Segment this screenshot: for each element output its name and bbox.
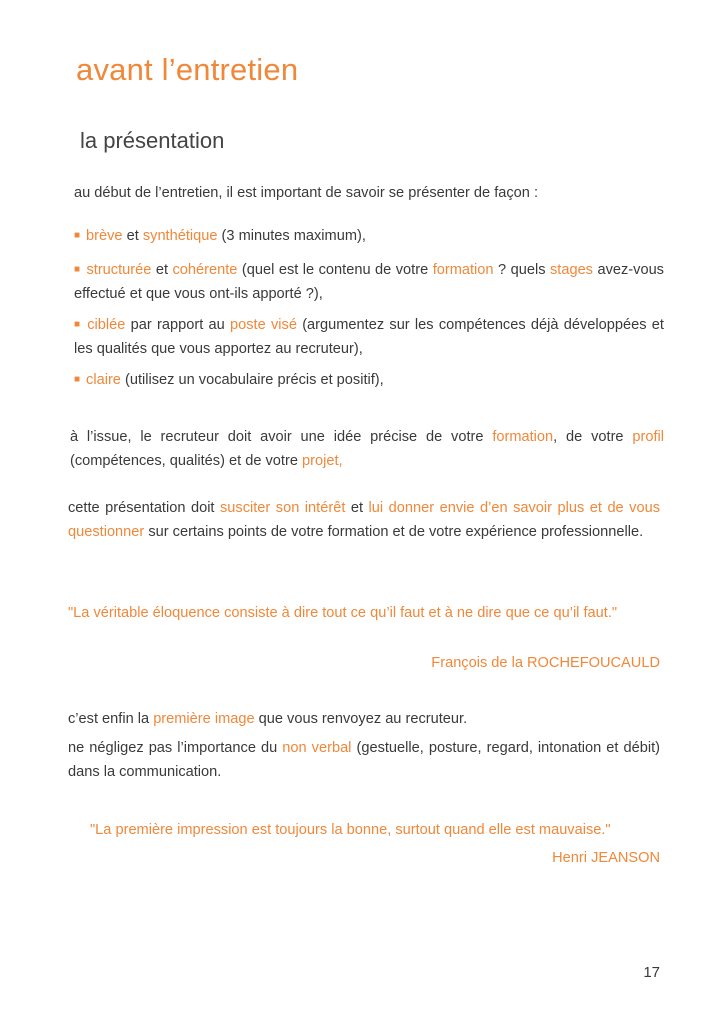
square-bullet-icon: ■ [74,374,81,385]
section-subtitle: la présentation [80,128,225,153]
quote-author-jeanson: Henri JEANSON [552,850,660,866]
page-title: avant l’entretien [76,52,299,87]
paragraph-presentation: cette présentation doit susciter son intérêt et lui donner envie d’en savoir plus et de vous questionner sur certains points de votre formation et de votre expérience professionnelle. [68,500,661,540]
intro-text: au début de l’entretien, il est important de savoir se présenter de façon : [74,185,539,201]
quote-jeanson: "La première impression est toujours la bonne, surtout quand elle est mauvaise." [90,822,611,838]
square-bullet-icon: ■ [74,230,81,241]
square-bullet-icon: ■ [74,264,81,275]
bullet-breve: ■ brève et synthétique (3 minutes maximum), [74,228,366,244]
square-bullet-icon: ■ [74,319,82,330]
paragraph-issue: à l’issue, le recruteur doit avoir une idée précise de votre formation, de votre profil (compétences, qualités) et de votre projet, [70,429,665,469]
bullet-structuree: ■ structurée et cohérente (quel est le contenu de votre formation ? quels stages avez-vous effectué et que vous ont-ils apporté ?), [74,262,664,302]
quote-rochefoucauld: "La véritable éloquence consiste à dire tout ce qu’il faut et à ne dire que ce qu’il faut." [68,605,618,621]
quote-author-rochefoucauld: François de la ROCHEFOUCAULD [431,655,660,671]
bullet-claire: ■ claire (utilisez un vocabulaire précis et positif), [74,372,384,388]
paragraph-premiere-image: c’est enfin la première image que vous renvoyez au recruteur. [68,711,468,727]
page-number: 17 [643,964,660,981]
bullet-ciblee: ■ ciblée par rapport au poste visé (argumentez sur les compétences déjà développées et les qualités que vous apportez au recruteur), [74,317,664,357]
paragraph-non-verbal: ne négligez pas l’importance du non verbal (gestuelle, posture, regard, intonation et débit) dans la communication. [68,740,660,780]
